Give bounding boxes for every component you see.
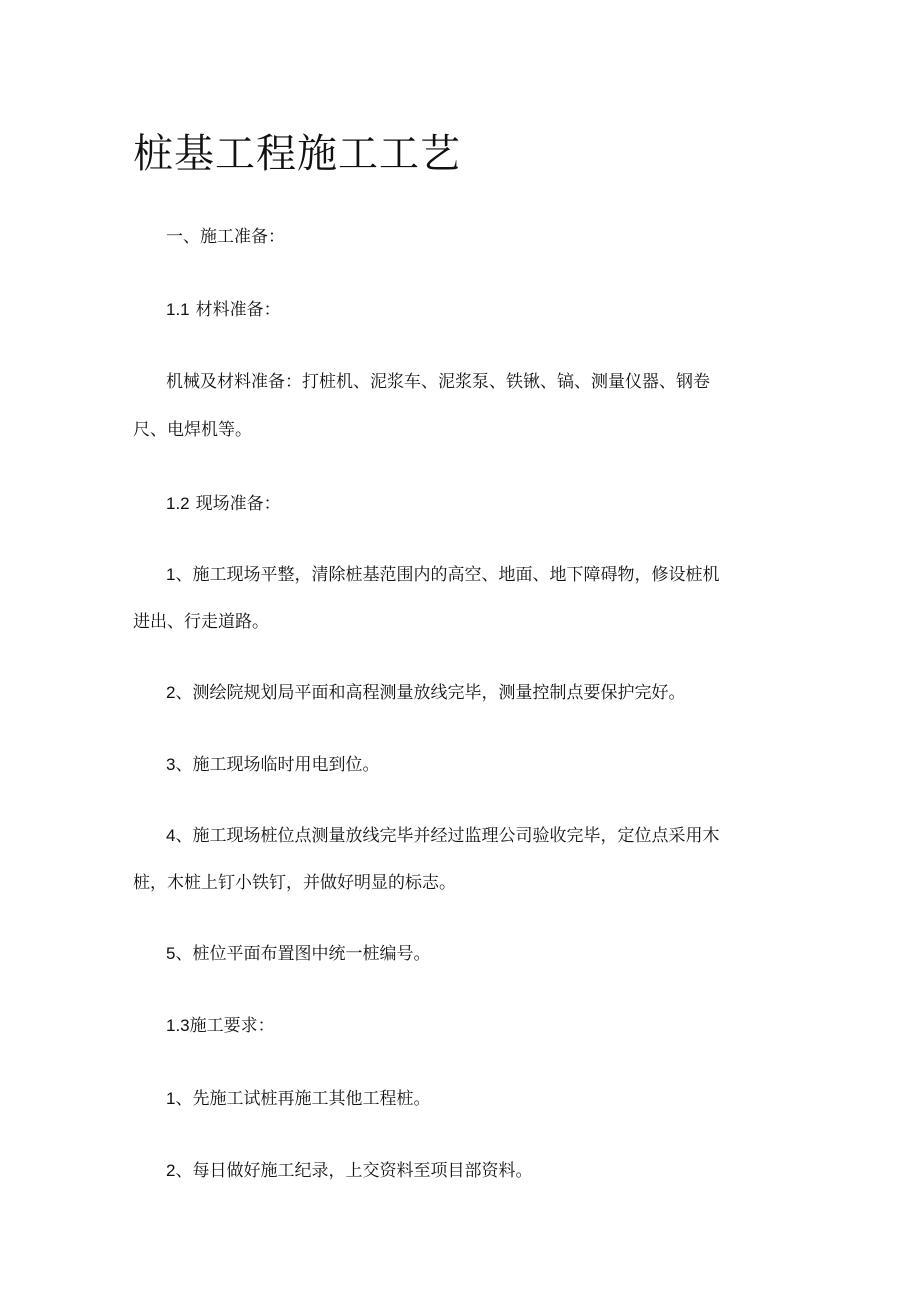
req-item-2 [166, 1159, 532, 1183]
item-number: 5 [166, 944, 176, 963]
document-title: 桩基工程施工工艺 [133, 131, 461, 177]
subheading-number: 1.2 [166, 494, 190, 513]
site-item-4-line2: 桩，木桩上钉小铁钉，并做好明显的标志。 [133, 873, 456, 893]
site-item-4-line1 [166, 824, 719, 848]
site-item-2 [166, 681, 685, 705]
item-text: 、桩位平面布置图中统一桩编号。 [175, 944, 431, 964]
item-text: 、先施工试桩再施工其他工程桩。 [175, 1089, 431, 1109]
item-number: 2 [166, 1161, 176, 1180]
subheading-text: 现场准备： [195, 494, 281, 514]
item-text: 、施工现场临时用电到位。 [175, 755, 380, 775]
subheading-site [166, 492, 281, 516]
item-text: 、施工现场桩位点测量放线完毕并经过监理公司验收完毕，定位点采用木 [175, 826, 720, 846]
site-item-1-line1 [166, 563, 719, 587]
paragraph-materials-line2: 尺、电焊机等。 [133, 420, 252, 440]
item-number: 1 [166, 1089, 176, 1108]
site-item-5 [166, 942, 430, 966]
subheading-materials [166, 298, 281, 322]
section-heading-preparation: 一、施工准备： [166, 227, 285, 247]
site-item-3 [166, 753, 379, 777]
subheading-requirements [166, 1014, 275, 1038]
subheading-text: 材料准备： [195, 300, 281, 320]
item-number: 1 [166, 565, 176, 584]
item-text: 、施工现场平整，清除桩基范围内的高空、地面、地下障碍物，修设桩机 [175, 565, 720, 585]
item-number: 2 [166, 683, 176, 702]
item-text: 、测绘院规划局平面和高程测量放线完毕，测量控制点要保护完好。 [175, 683, 686, 703]
paragraph-materials-line1: 机械及材料准备：打桩机、泥浆车、泥浆泵、铁锹、镐、测量仪器、钢卷 [166, 372, 710, 392]
item-number: 3 [166, 755, 176, 774]
req-item-1 [166, 1087, 430, 1111]
subheading-number: 1.3 [166, 1016, 190, 1035]
item-text: 、每日做好施工纪录，上交资料至项目部资料。 [175, 1161, 533, 1181]
subheading-text: 施工要求： [189, 1016, 275, 1036]
site-item-1-line2: 进出、行走道路。 [133, 612, 269, 632]
subheading-number: 1.1 [166, 300, 190, 319]
item-number: 4 [166, 826, 176, 845]
